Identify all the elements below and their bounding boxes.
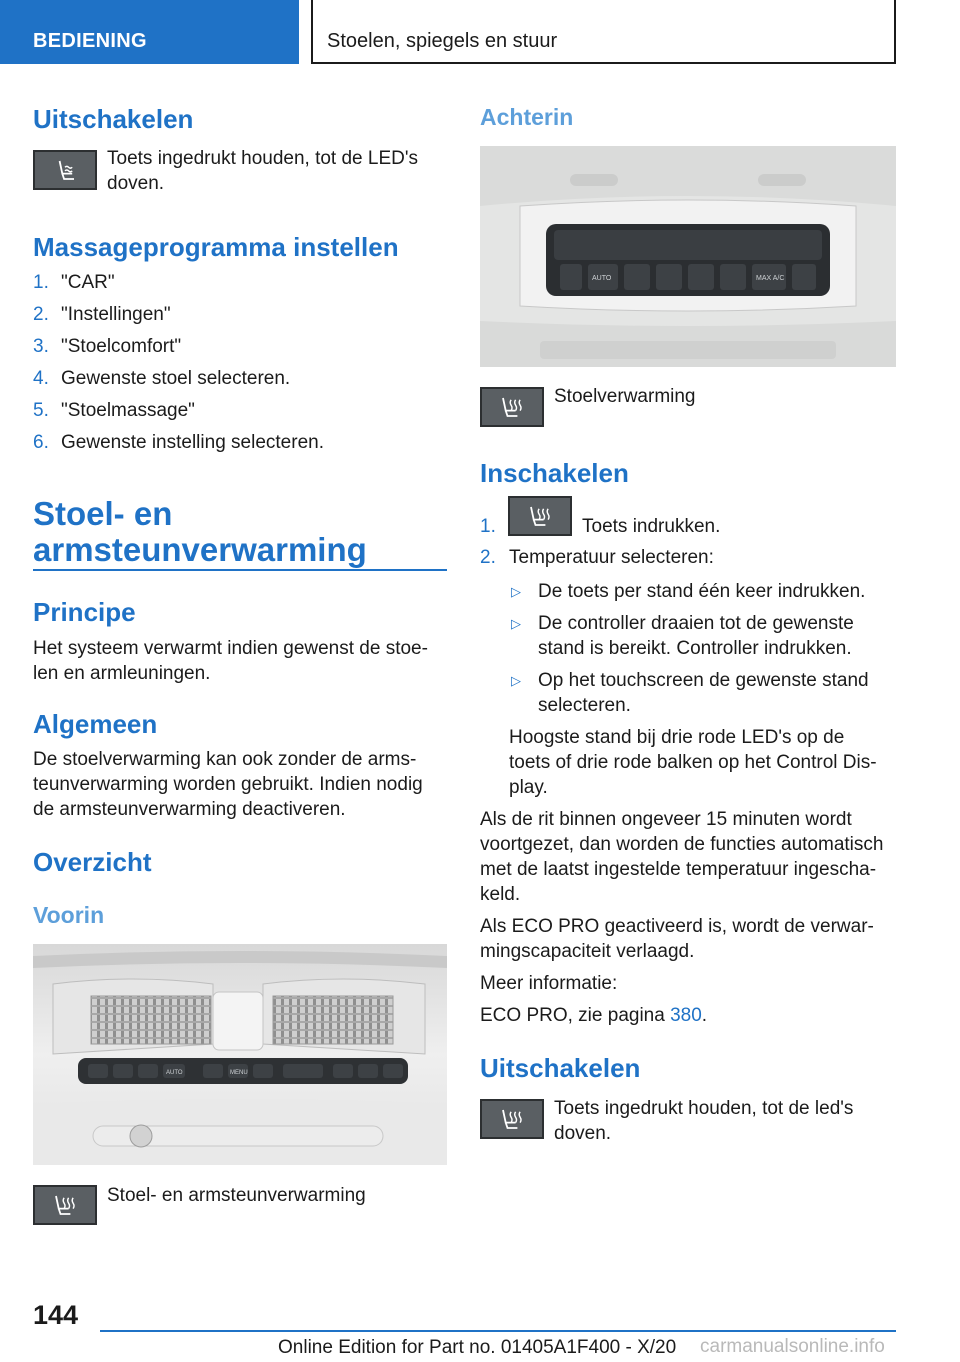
seat-massage-icon [33, 150, 97, 190]
algemeen-text-line-3: de armsteunverwarming deactiveren. [33, 799, 346, 820]
rit-line-1: Als de rit binnen ongeveer 15 minuten wordt [480, 809, 852, 830]
bullet-2-line-1: De controller draaien tot de gewenste [538, 613, 854, 634]
massage-heading: Massageprogramma instellen [33, 232, 399, 262]
list-item: 3. "Stoelcomfort" [33, 336, 182, 357]
overzicht-heading: Overzicht [33, 847, 152, 877]
rear-panel-label-max-ac: MAX A/C [756, 275, 785, 282]
main-heading-line-2: armsteunverwarming [33, 531, 367, 568]
rit-line-4: keld. [480, 884, 521, 905]
bullet-2-line-2: stand is bereikt. Controller indrukken. [538, 638, 852, 659]
voorin-caption: Stoel- en armsteunverwarming [107, 1185, 366, 1206]
uit-text-line-1: Toets ingedrukt houden, tot de led's [554, 1098, 854, 1119]
hoogste-line-3: play. [509, 777, 548, 798]
rear-panel-label-auto: AUTO [592, 275, 612, 282]
front-climate-panel-image [33, 944, 447, 1165]
algemeen-text-line-2: teunverwarming worden gebruikt. Indien nodig [33, 774, 423, 795]
principe-text-line-2: len en armleuningen. [33, 663, 211, 684]
list-item: 4. Gewenste stoel selecteren. [33, 368, 291, 389]
page-link[interactable]: 380 [670, 1005, 702, 1026]
voorin-heading: Voorin [33, 902, 105, 928]
hoogste-line-1: Hoogste stand bij drie rode LED's op de [509, 727, 845, 748]
achterin-heading: Achterin [480, 104, 574, 130]
algemeen-text-line-1: De stoelverwarming kan ook zonder de arms- [33, 749, 417, 770]
principe-text-line-1: Het systeem verwarmt indien gewenst de stoe- [33, 638, 428, 659]
algemeen-heading: Algemeen [33, 709, 158, 739]
list-item: 1. "CAR" [33, 272, 115, 293]
page-number: 144 [33, 1300, 79, 1330]
eco-reference: ECO PRO, zie pagina 380. [480, 1005, 708, 1026]
bullet-triangle-icon: ▷ [511, 616, 521, 631]
rear-climate-panel-image [480, 146, 896, 367]
seat-heating-icon [33, 1185, 97, 1225]
footer-rule [100, 1330, 896, 1332]
front-panel-label-menu: MENU [230, 1070, 248, 1076]
rit-line-2: voortgezet, dan worden de functies automatisch [480, 834, 884, 855]
principe-heading: Principe [33, 597, 136, 627]
seat-heating-icon [480, 1099, 544, 1139]
front-panel-label-auto: AUTO [166, 1070, 183, 1076]
watermark: carmanualsonline.info [700, 1336, 885, 1357]
uitschakelen-heading-right: Uitschakelen [480, 1053, 641, 1083]
eco-line-1: Als ECO PRO geactiveerd is, wordt de verwar- [480, 916, 874, 937]
main-heading-line-1: Stoel- en [33, 495, 173, 532]
heading-rule [33, 569, 447, 571]
bullet-1-text: De toets per stand één keer indrukken. [538, 581, 866, 602]
edition-text: Online Edition for Part no. 01405A1F400 - X/20 [278, 1337, 677, 1358]
step-1-text: Toets indrukken. [582, 516, 721, 537]
achterin-caption: Stoelverwarming [554, 386, 696, 407]
section-title: BEDIENING [33, 30, 147, 52]
list-item: 6. Gewenste instelling selecteren. [33, 432, 324, 453]
list-item: 2. "Instellingen" [33, 304, 171, 325]
rit-line-3: met de laatst ingestelde temperatuur ingescha- [480, 859, 877, 880]
seat-heating-icon [508, 496, 572, 536]
chapter-title: Stoelen, spiegels en stuur [327, 30, 558, 52]
uit-text-line-2: doven. [554, 1123, 612, 1144]
section-tab [0, 0, 299, 64]
meer-informatie: Meer informatie: [480, 973, 618, 994]
bullet-triangle-icon: ▷ [511, 673, 521, 688]
list-item: 5. "Stoelmassage" [33, 400, 195, 421]
inschakelen-heading: Inschakelen [480, 458, 629, 488]
uitschakelen-text-line-2: doven. [107, 173, 165, 194]
bullet-3-line-1: Op het touchscreen de gewenste stand [538, 670, 869, 691]
step-2-text: Temperatuur selecteren: [509, 547, 714, 568]
bullet-3-line-2: selecteren. [538, 695, 631, 716]
uitschakelen-heading-left: Uitschakelen [33, 104, 194, 134]
chapter-tab [311, 0, 896, 64]
bullet-triangle-icon: ▷ [511, 584, 521, 599]
uitschakelen-text-line-1: Toets ingedrukt houden, tot de LED's [107, 148, 418, 169]
hoogste-line-2: toets of drie rode balken op het Control Dis- [509, 752, 877, 773]
eco-line-2: mingscapaciteit verlaagd. [480, 941, 695, 962]
step-1-number: 1. [480, 516, 496, 537]
seat-heating-icon [480, 387, 544, 427]
step-2-number: 2. [480, 547, 496, 568]
